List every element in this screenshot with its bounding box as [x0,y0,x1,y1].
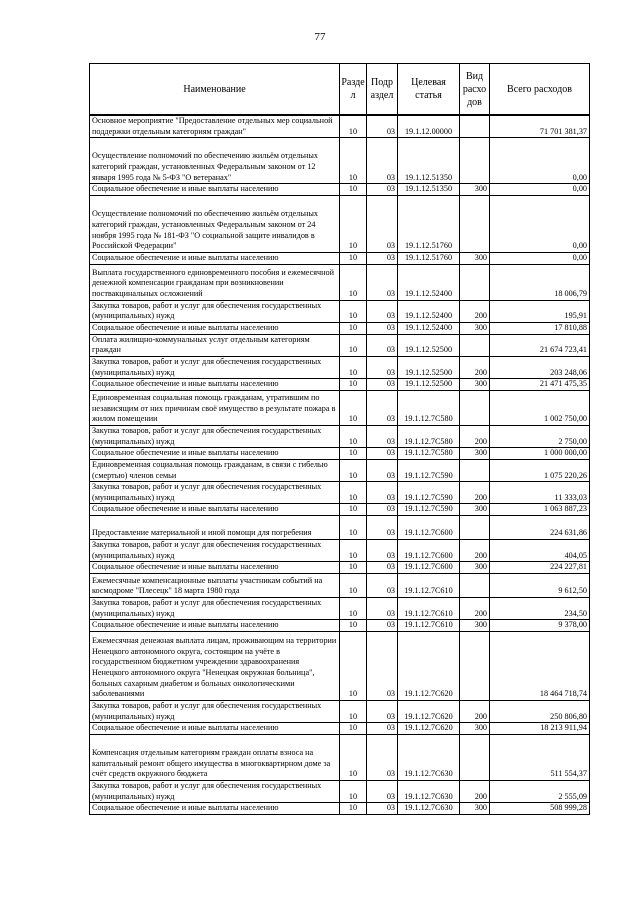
row-expense-type-cell [460,334,490,356]
table-row [90,482,590,504]
row-name-cell: Социальное обеспечение и иные выплаты населению [90,562,340,574]
row-name-cell: Ежемесячная денежная выплата лицам, проживающим на территории Ненецкого автономного округа, состоящим на учёте в государственном бюджетном учреждении здравоохранения Ненецкого автономного округа "Ненецкая окружная больница", больных сахарным диабетом и больных онкологическими заболеваниями [90,632,340,701]
row-section-cell: 10 [340,723,367,735]
row-section-cell: 10 [340,620,367,632]
row-subsection-cell: 03 [367,334,398,356]
row-target-article-cell: 19.1.12.7С620 [398,723,460,735]
row-subsection-cell: 03 [367,540,398,562]
row-name-cell: Социальное обеспечение и иные выплаты населению [90,620,340,632]
row-section-cell: 10 [340,598,367,620]
row-expense-type-cell: 300 [460,504,490,516]
row-subsection-cell: 03 [367,448,398,460]
row-name-cell: Осуществление полномочий по обеспечению жильём отдельных категорий граждан, установленных Федеральным законом от 24 ноября 1995 года № 181-ФЗ "О социальной защите инвалидов в Российской Федерации" [90,195,340,252]
row-target-article-cell: 19.1.12.7С620 [398,632,460,701]
row-total-cell: 17 810,88 [490,322,590,334]
row-expense-type-cell: 200 [460,482,490,504]
row-subsection-cell: 03 [367,184,398,196]
row-target-article-cell: 19.1.12.7С600 [398,516,460,540]
row-total-cell: 9 612,50 [490,574,590,598]
row-subsection-cell: 03 [367,322,398,334]
table-row [90,803,590,815]
row-expense-type-cell: 200 [460,300,490,322]
row-subsection-cell: 03 [367,195,398,252]
row-expense-type-cell [460,195,490,252]
row-expense-type-cell [460,516,490,540]
row-expense-type-cell: 200 [460,540,490,562]
table-row [90,334,590,356]
table-row [90,300,590,322]
row-expense-type-cell: 300 [460,448,490,460]
row-total-cell: 18 006,79 [490,264,590,300]
row-name-cell: Социальное обеспечение и иные выплаты населению [90,322,340,334]
row-target-article-cell: 19.1.12.7С590 [398,459,460,481]
row-name-cell: Закупка товаров, работ и услуг для обеспечения государственных (муниципальных) нужд [90,425,340,447]
table-row [90,379,590,391]
row-expense-type-cell: 300 [460,562,490,574]
row-name-cell: Оплата жилищно-коммунальных услуг отдельным категориям граждан [90,334,340,356]
row-name-cell: Социальное обеспечение и иные выплаты населению [90,803,340,815]
row-total-cell: 71 701 381,37 [490,115,590,138]
row-total-cell: 18 464 718,74 [490,632,590,701]
table-row [90,781,590,803]
row-name-cell: Закупка товаров, работ и услуг для обеспечения государственных (муниципальных) нужд [90,482,340,504]
page-number: 77 [314,31,326,43]
row-target-article-cell: 19.1.12.51350 [398,138,460,184]
row-target-article-cell: 19.1.12.7С620 [398,701,460,723]
row-subsection-cell: 03 [367,459,398,481]
row-subsection-cell: 03 [367,735,398,781]
row-expense-type-cell [460,632,490,701]
table-row [90,540,590,562]
row-total-cell: 203 248,06 [490,356,590,378]
row-section-cell: 10 [340,735,367,781]
row-total-cell: 21 674 723,41 [490,334,590,356]
row-target-article-cell: 19.1.12.00000 [398,115,460,138]
row-target-article-cell: 19.1.12.52400 [398,300,460,322]
row-name-cell: Ежемесячные компенсационные выплаты участникам событий на космодроме "Плесецк" 18 марта 1980 года [90,574,340,598]
row-name-cell: Закупка товаров, работ и услуг для обеспечения государственных (муниципальных) нужд [90,300,340,322]
row-subsection-cell: 03 [367,264,398,300]
header-expense-type: Вид расхо дов [460,64,490,116]
row-target-article-cell: 19.1.12.7С590 [398,504,460,516]
row-expense-type-cell [460,138,490,184]
row-target-article-cell: 19.1.12.52400 [398,322,460,334]
row-section-cell: 10 [340,356,367,378]
row-target-article-cell: 19.1.12.7С610 [398,598,460,620]
header-total-expenses: Всего расходов [490,64,590,116]
row-subsection-cell: 03 [367,138,398,184]
row-section-cell: 10 [340,516,367,540]
table-row [90,195,590,252]
row-section-cell: 10 [340,379,367,391]
row-subsection-cell: 03 [367,356,398,378]
row-section-cell: 10 [340,482,367,504]
row-target-article-cell: 19.1.12.7С590 [398,482,460,504]
row-subsection-cell: 03 [367,516,398,540]
row-total-cell: 234,50 [490,598,590,620]
row-section-cell: 10 [340,300,367,322]
row-expense-type-cell: 300 [460,803,490,815]
table-row [90,184,590,196]
table-row [90,356,590,378]
row-subsection-cell: 03 [367,620,398,632]
row-expense-type-cell [460,115,490,138]
row-name-cell: Закупка товаров, работ и услуг для обеспечения государственных (муниципальных) нужд [90,701,340,723]
row-expense-type-cell: 200 [460,425,490,447]
row-section-cell: 10 [340,562,367,574]
row-subsection-cell: 03 [367,781,398,803]
row-subsection-cell: 03 [367,598,398,620]
row-section-cell: 10 [340,390,367,425]
table-row [90,425,590,447]
row-total-cell: 1 000 000,00 [490,448,590,460]
row-subsection-cell: 03 [367,562,398,574]
row-total-cell: 1 002 750,00 [490,390,590,425]
table-row [90,562,590,574]
table-row [90,115,590,138]
row-subsection-cell: 03 [367,390,398,425]
row-total-cell: 1 075 220,26 [490,459,590,481]
table-row [90,459,590,481]
row-subsection-cell: 03 [367,379,398,391]
header-target-article: Целевая статья [398,64,460,116]
row-expense-type-cell [460,574,490,598]
row-target-article-cell: 19.1.12.7С580 [398,425,460,447]
row-expense-type-cell [460,264,490,300]
row-total-cell: 224 227,81 [490,562,590,574]
row-total-cell: 18 213 911,94 [490,723,590,735]
row-name-cell: Единовременная социальная помощь гражданам, в связи с гибелью (смертью) членов семьи [90,459,340,481]
table-header-row [90,64,590,116]
row-target-article-cell: 19.1.12.51760 [398,195,460,252]
row-total-cell: 11 333,03 [490,482,590,504]
row-expense-type-cell: 300 [460,379,490,391]
row-total-cell: 0,00 [490,252,590,264]
row-expense-type-cell [460,459,490,481]
row-target-article-cell: 19.1.12.52400 [398,264,460,300]
row-expense-type-cell: 300 [460,322,490,334]
table-body [90,115,590,815]
row-subsection-cell: 03 [367,803,398,815]
row-expense-type-cell: 300 [460,252,490,264]
row-target-article-cell: 19.1.12.51760 [398,252,460,264]
table-row [90,322,590,334]
table-row [90,138,590,184]
row-section-cell: 10 [340,425,367,447]
table-row [90,448,590,460]
table-row [90,735,590,781]
row-name-cell: Социальное обеспечение и иные выплаты населению [90,252,340,264]
table-row [90,390,590,425]
row-subsection-cell: 03 [367,701,398,723]
row-section-cell: 10 [340,803,367,815]
row-name-cell: Основное мероприятие "Предоставление отдельных мер социальной поддержки отдельным категориям граждан" [90,115,340,138]
row-section-cell: 10 [340,701,367,723]
row-name-cell: Закупка товаров, работ и услуг для обеспечения государственных (муниципальных) нужд [90,781,340,803]
row-expense-type-cell [460,735,490,781]
row-section-cell: 10 [340,264,367,300]
header-name: Наименование [90,64,340,116]
row-section-cell: 10 [340,504,367,516]
row-name-cell: Закупка товаров, работ и услуг для обеспечения государственных (муниципальных) нужд [90,540,340,562]
row-total-cell: 0,00 [490,195,590,252]
table-row [90,264,590,300]
table-row [90,574,590,598]
row-section-cell: 10 [340,540,367,562]
row-expense-type-cell: 300 [460,184,490,196]
table-row [90,504,590,516]
row-expense-type-cell: 200 [460,598,490,620]
row-name-cell: Социальное обеспечение и иные выплаты населению [90,723,340,735]
row-section-cell: 10 [340,448,367,460]
row-section-cell: 10 [340,574,367,598]
row-subsection-cell: 03 [367,115,398,138]
row-total-cell: 195,91 [490,300,590,322]
header-section: Разде л [340,64,367,116]
row-section-cell: 10 [340,195,367,252]
row-total-cell: 1 063 887,23 [490,504,590,516]
table-row [90,516,590,540]
row-total-cell: 404,05 [490,540,590,562]
row-target-article-cell: 19.1.12.7С600 [398,562,460,574]
table-row [90,252,590,264]
row-target-article-cell: 19.1.12.52500 [398,334,460,356]
row-expense-type-cell: 300 [460,723,490,735]
row-subsection-cell: 03 [367,574,398,598]
row-section-cell: 10 [340,115,367,138]
row-total-cell: 2 555,09 [490,781,590,803]
row-target-article-cell: 19.1.12.7С600 [398,540,460,562]
row-section-cell: 10 [340,781,367,803]
row-target-article-cell: 19.1.12.51350 [398,184,460,196]
row-target-article-cell: 19.1.12.52500 [398,356,460,378]
row-section-cell: 10 [340,632,367,701]
row-section-cell: 10 [340,459,367,481]
row-total-cell: 0,00 [490,138,590,184]
row-target-article-cell: 19.1.12.7С630 [398,735,460,781]
row-name-cell: Социальное обеспечение и иные выплаты населению [90,379,340,391]
row-name-cell: Компенсация отдельным категориям граждан оплаты взноса на капитальный ремонт общего имущества в многоквартирном доме за счёт средств окружного бюджета [90,735,340,781]
row-subsection-cell: 03 [367,252,398,264]
row-expense-type-cell: 200 [460,356,490,378]
row-section-cell: 10 [340,334,367,356]
row-total-cell: 2 750,00 [490,425,590,447]
row-expense-type-cell: 200 [460,781,490,803]
row-target-article-cell: 19.1.12.52500 [398,379,460,391]
row-name-cell: Закупка товаров, работ и услуг для обеспечения государственных (муниципальных) нужд [90,598,340,620]
table-row [90,620,590,632]
expenditure-table [89,63,590,815]
row-total-cell: 508 999,28 [490,803,590,815]
row-target-article-cell: 19.1.12.7С610 [398,620,460,632]
table-row [90,701,590,723]
row-target-article-cell: 19.1.12.7С630 [398,803,460,815]
row-target-article-cell: 19.1.12.7С610 [398,574,460,598]
row-total-cell: 224 631,86 [490,516,590,540]
row-name-cell: Единовременная социальная помощь гражданам, утратившим по независящим от них причинам своё имущество в результате пожара в жилом помещении [90,390,340,425]
row-name-cell: Выплата государственного единовременного пособия и ежемесячной денежной компенсации гражданам при возникновении поствакцинальных осложнений [90,264,340,300]
table-row [90,632,590,701]
row-name-cell: Предоставление материальной и иной помощи для погребения [90,516,340,540]
row-subsection-cell: 03 [367,482,398,504]
row-target-article-cell: 19.1.12.7С580 [398,390,460,425]
row-target-article-cell: 19.1.12.7С580 [398,448,460,460]
row-subsection-cell: 03 [367,504,398,516]
row-target-article-cell: 19.1.12.7С630 [398,781,460,803]
row-total-cell: 0,00 [490,184,590,196]
row-expense-type-cell: 200 [460,701,490,723]
row-subsection-cell: 03 [367,632,398,701]
row-section-cell: 10 [340,184,367,196]
row-section-cell: 10 [340,322,367,334]
row-total-cell: 511 554,37 [490,735,590,781]
row-name-cell: Социальное обеспечение и иные выплаты населению [90,184,340,196]
row-name-cell: Социальное обеспечение и иные выплаты населению [90,504,340,516]
row-expense-type-cell: 300 [460,620,490,632]
row-section-cell: 10 [340,138,367,184]
row-subsection-cell: 03 [367,300,398,322]
row-subsection-cell: 03 [367,723,398,735]
row-total-cell: 21 471 475,35 [490,379,590,391]
table-row [90,723,590,735]
row-total-cell: 250 806,80 [490,701,590,723]
row-name-cell: Осуществление полномочий по обеспечению жильём отдельных категорий граждан, установленных Федеральным законом от 12 января 1995 года № 5-ФЗ "О ветеранах" [90,138,340,184]
row-name-cell: Социальное обеспечение и иные выплаты населению [90,448,340,460]
row-section-cell: 10 [340,252,367,264]
row-expense-type-cell [460,390,490,425]
row-name-cell: Закупка товаров, работ и услуг для обеспечения государственных (муниципальных) нужд [90,356,340,378]
table-row [90,598,590,620]
header-subsection: Подр аздел [367,64,398,116]
row-total-cell: 9 378,00 [490,620,590,632]
row-subsection-cell: 03 [367,425,398,447]
